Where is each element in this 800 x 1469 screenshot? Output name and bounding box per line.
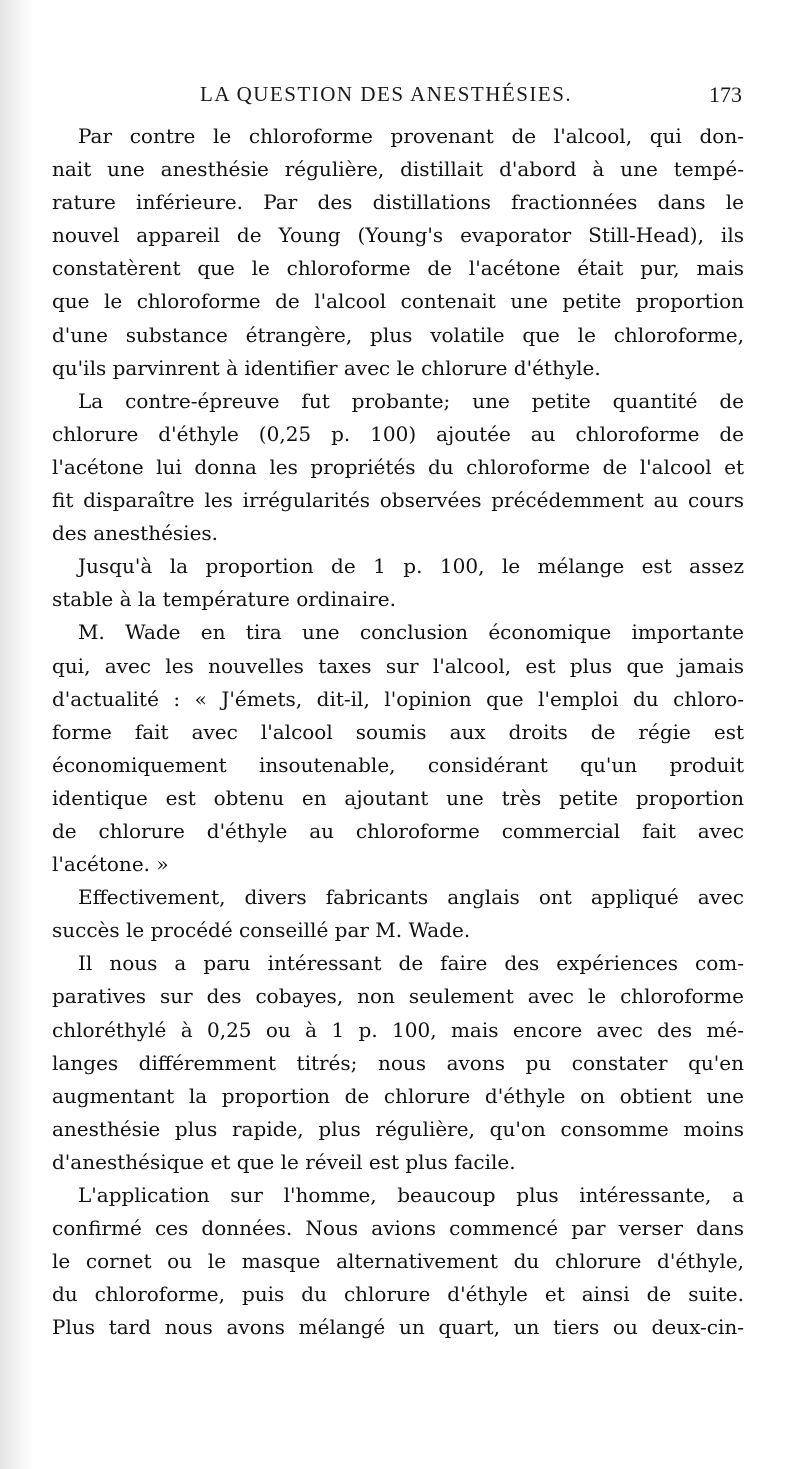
text-line: constatèrent que le chloroforme de l'acétone était pur, mais xyxy=(52,256,744,281)
text-line: d'une substance étrangère, plus volatile que le chloroforme, xyxy=(52,322,744,347)
text-line: anesthésie plus rapide, plus régulière, qu'on consomme moins xyxy=(52,1116,744,1141)
text-line: chlorure d'éthyle (0,25 p. 100) ajoutée au chloroforme de xyxy=(52,421,744,446)
text-line: L'application sur l'homme, beaucoup plus intéressante, a xyxy=(78,1183,744,1207)
body-text xyxy=(52,120,744,1344)
text-line: langes différemment titrés; nous avons pu constater qu'en xyxy=(52,1050,744,1075)
text-line: de chlorure d'éthyle au chloroforme commercial fait avec xyxy=(52,818,744,843)
text-line: Par contre le chloroforme provenant de l'alcool, qui don- xyxy=(78,124,744,148)
text-line: forme fait avec l'alcool soumis aux droits de régie est xyxy=(52,719,744,744)
running-title: LA QUESTION DES ANESTHÉSIES. xyxy=(200,82,573,106)
text-line: des anesthésies. xyxy=(52,521,219,546)
text-line: qui, avec les nouvelles taxes sur l'alcool, est plus que jamais xyxy=(52,653,744,678)
text-line: M. Wade en tira une conclusion économique importante xyxy=(78,620,744,645)
page-number: 173 xyxy=(709,82,742,107)
text-line: paratives sur des cobayes, non seulement avec le chloroforme xyxy=(52,984,744,1009)
text-line: l'acétone. » xyxy=(52,852,169,877)
text-line: Effectivement, divers fabricants anglais ont appliqué avec xyxy=(78,885,744,910)
text-line: augmentant la proportion de chlorure d'éthyle on obtient une xyxy=(52,1083,744,1108)
text-line: confirmé ces données. Nous avions commencé par verser dans xyxy=(52,1216,744,1241)
text-line: rature inférieure. Par des distillations fractionnées dans le xyxy=(52,190,744,215)
text-line: La contre-épreuve fut probante; une petite quantité de xyxy=(78,388,744,413)
text-line: Jusqu'à la proportion de 1 p. 100, le mélange est assez xyxy=(78,554,744,579)
text-line: le cornet ou le masque alternativement du chlorure d'éthyle, xyxy=(52,1249,744,1274)
text-line: identique est obtenu en ajoutant une très petite proportion xyxy=(52,785,744,810)
scan-edge-shadow xyxy=(0,0,34,1469)
page-header xyxy=(52,80,742,114)
text-line: l'acétone lui donna les propriétés du chloroforme de l'alcool et xyxy=(52,454,744,479)
text-line: que le chloroforme de l'alcool contenait une petite proportion xyxy=(52,289,744,314)
text-line: stable à la température ordinaire. xyxy=(52,587,396,612)
text-line: économiquement insoutenable, considérant qu'un produit xyxy=(52,752,744,777)
text-line: du chloroforme, puis du chlorure d'éthyle et ainsi de suite. xyxy=(52,1282,744,1307)
text-line: Il nous a paru intéressant de faire des expériences com- xyxy=(78,951,744,976)
text-line: chloréthylé à 0,25 ou à 1 p. 100, mais encore avec des mé- xyxy=(52,1017,744,1042)
text-line: nouvel appareil de Young (Young's evaporator Still-Head), ils xyxy=(52,223,744,248)
text-line: fit disparaître les irrégularités observées précédemment au cours xyxy=(52,488,744,513)
text-line: nait une anesthésie régulière, distillait d'abord à une tempé- xyxy=(52,157,744,182)
text-line: d'anesthésique et que le réveil est plus facile. xyxy=(52,1149,516,1174)
text-line: Plus tard nous avons mélangé un quart, un tiers ou deux-cin- xyxy=(52,1315,744,1340)
text-line: d'actualité : « J'émets, dit-il, l'opinion que l'emploi du chloro- xyxy=(52,686,744,711)
text-line: qu'ils parvinrent à identifier avec le chlorure d'éthyle. xyxy=(52,355,601,380)
text-line: succès le procédé conseillé par M. Wade. xyxy=(52,918,471,943)
